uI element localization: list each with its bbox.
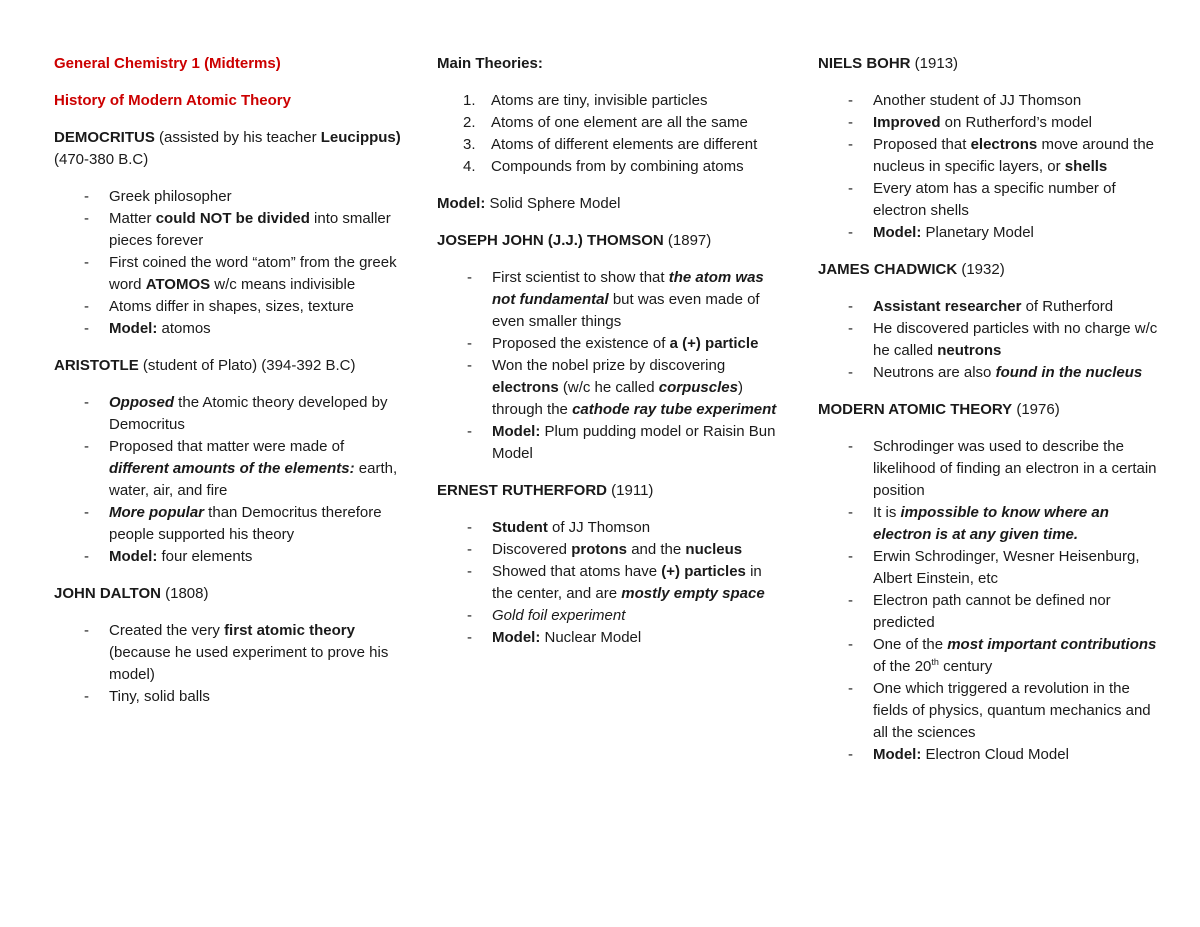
list-item: - It is impossible to know where an electron is at any given time. <box>818 502 1168 546</box>
list-item: - First scientist to show that the atom was not fundamental but was even made of even smaller things <box>437 267 777 333</box>
document-title: General Chemistry 1 (Midterms) <box>54 55 281 72</box>
list-item: 1. Atoms are tiny, invisible particles <box>463 92 708 109</box>
list-item: - Erwin Schrodinger, Wesner Heisenburg, Albert Einstein, etc <box>818 546 1168 590</box>
list-item: - He discovered particles with no charge w/c he called neutrons <box>818 318 1168 362</box>
list-item: - Improved on Rutherford’s model <box>818 112 1168 134</box>
document-subtitle: History of Modern Atomic Theory <box>54 92 291 109</box>
list-item: - Model: atomos <box>54 318 404 340</box>
list-item: - First coined the word “atom” from the greek word ATOMOS w/c means indivisible <box>54 252 404 296</box>
list-item: - Created the very first atomic theory (because he used experiment to prove his model) <box>54 620 404 686</box>
column-left <box>54 53 404 708</box>
list-item: - One which triggered a revolution in the fields of physics, quantum mechanics and all the sciences <box>818 678 1168 744</box>
modern-list <box>818 436 1168 766</box>
list-item: 3. Atoms of different elements are different <box>463 136 758 153</box>
dalton-heading: JOHN DALTON (1808) <box>54 585 209 602</box>
list-item: - Proposed that matter were made of different amounts of the elements: earth, water, air, and fire <box>54 436 404 502</box>
dalton-model: Model: Solid Sphere Model <box>437 195 621 212</box>
rutherford-heading: ERNEST RUTHERFORD (1911) <box>437 482 654 499</box>
bohr-list <box>818 90 1168 244</box>
thomson-list <box>437 267 777 465</box>
list-item: - Model: Electron Cloud Model <box>818 744 1168 766</box>
list-item: - One of the most important contributions of the 20th century <box>818 634 1168 678</box>
bohr-heading: NIELS BOHR (1913) <box>818 55 959 72</box>
list-item: - Won the nobel prize by discovering electrons (w/c he called corpuscles) through the cathode ray tube experiment <box>437 355 777 421</box>
modern-heading: MODERN ATOMIC THEORY (1976) <box>818 401 1060 418</box>
list-item: - Greek philosopher <box>54 186 404 208</box>
column-right <box>818 53 1168 766</box>
main-theories-list <box>437 90 777 178</box>
list-item: - Every atom has a specific number of electron shells <box>818 178 1168 222</box>
list-item: 2. Atoms of one element are all the same <box>463 114 748 131</box>
list-item: - Neutrons are also found in the nucleus <box>818 362 1168 384</box>
list-item: - Schrodinger was used to describe the likelihood of finding an electron in a certain position <box>818 436 1168 502</box>
chadwick-heading: JAMES CHADWICK (1932) <box>818 261 1005 278</box>
list-item: - Showed that atoms have (+) particles in the center, and are mostly empty space <box>437 561 777 605</box>
list-item: - Tiny, solid balls <box>54 686 404 708</box>
main-theories-heading: Main Theories: <box>437 55 543 72</box>
list-item: - Gold foil experiment <box>437 605 777 627</box>
list-item: - Proposed that electrons move around the nucleus in specific layers, or shells <box>818 134 1168 178</box>
democritus-heading: DEMOCRITUS (assisted by his teacher Leucippus) (470-380 B.C) <box>54 129 401 168</box>
list-item: - Discovered protons and the nucleus <box>437 539 777 561</box>
thomson-heading: JOSEPH JOHN (J.J.) THOMSON (1897) <box>437 232 712 249</box>
list-item: - Model: Nuclear Model <box>437 627 777 649</box>
aristotle-list <box>54 392 404 568</box>
aristotle-heading: ARISTOTLE (student of Plato) (394-392 B.C) <box>54 357 356 374</box>
list-item: 4. Compounds from by combining atoms <box>463 158 744 175</box>
list-item: - Another student of JJ Thomson <box>818 90 1168 112</box>
list-item: - Electron path cannot be defined nor predicted <box>818 590 1168 634</box>
chadwick-list <box>818 296 1168 384</box>
democritus-list <box>54 186 404 340</box>
list-item: - Opposed the Atomic theory developed by Democritus <box>54 392 404 436</box>
rutherford-list <box>437 517 777 649</box>
list-item: - Student of JJ Thomson <box>437 517 777 539</box>
list-item: - Matter could NOT be divided into smaller pieces forever <box>54 208 404 252</box>
list-item: - Model: four elements <box>54 546 404 568</box>
column-middle <box>437 53 777 649</box>
list-item: - Atoms differ in shapes, sizes, texture <box>54 296 404 318</box>
list-item: - Model: Planetary Model <box>818 222 1168 244</box>
dalton-list <box>54 620 404 708</box>
list-item: - Assistant researcher of Rutherford <box>818 296 1168 318</box>
list-item: - Model: Plum pudding model or Raisin Bun Model <box>437 421 777 465</box>
list-item: - More popular than Democritus therefore people supported his theory <box>54 502 404 546</box>
list-item: - Proposed the existence of a (+) particle <box>437 333 777 355</box>
